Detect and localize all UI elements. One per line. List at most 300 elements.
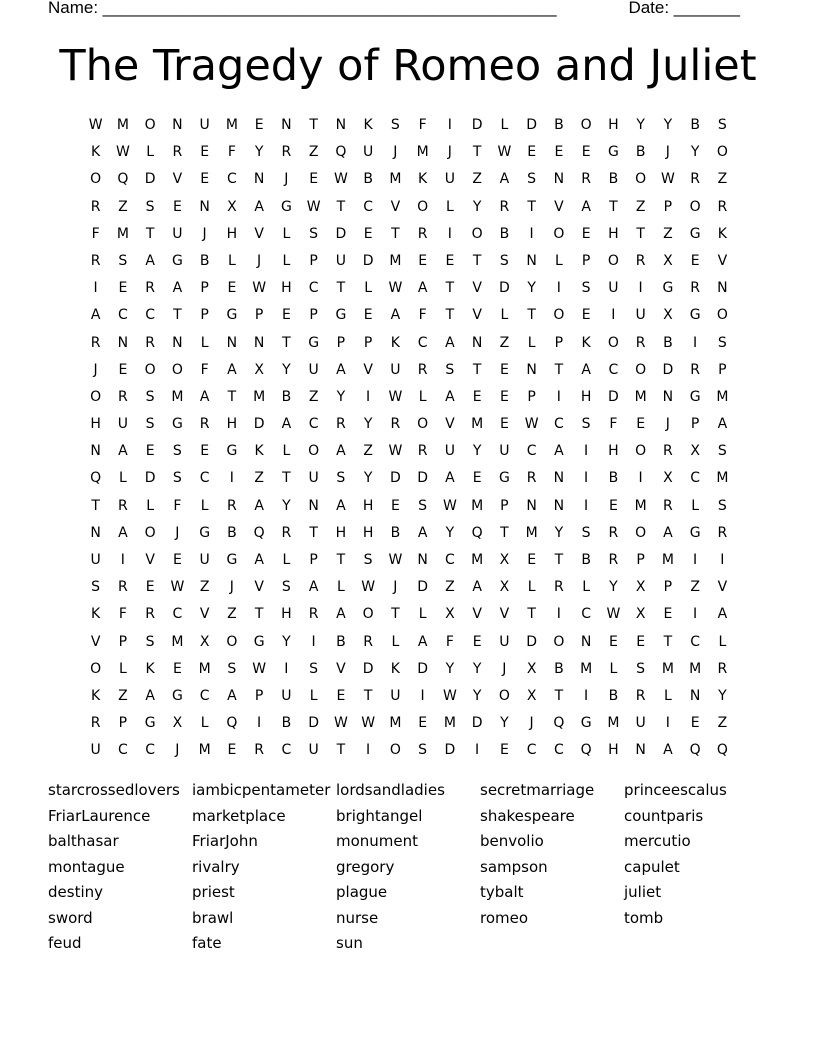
grid-letter[interactable]: U bbox=[308, 742, 319, 759]
grid-letter[interactable]: M bbox=[225, 117, 238, 133]
grid-letter[interactable]: P bbox=[690, 416, 700, 433]
grid-letter[interactable]: R bbox=[663, 497, 673, 514]
grid-letter[interactable]: E bbox=[663, 606, 673, 623]
grid-letter[interactable]: D bbox=[526, 117, 538, 133]
grid-letter[interactable]: G bbox=[144, 715, 156, 732]
grid-letter[interactable]: X bbox=[663, 252, 673, 269]
grid-letter[interactable]: S bbox=[717, 334, 727, 351]
grid-letter[interactable]: H bbox=[362, 524, 374, 541]
grid-letter[interactable]: R bbox=[608, 524, 619, 541]
grid-letter[interactable]: L bbox=[691, 497, 700, 514]
grid-letter[interactable]: T bbox=[282, 470, 291, 487]
grid-letter[interactable]: S bbox=[636, 660, 646, 677]
grid-letter[interactable]: M bbox=[689, 660, 702, 677]
grid-letter[interactable]: M bbox=[416, 144, 429, 161]
grid-letter[interactable]: Z bbox=[663, 225, 673, 242]
grid-letter[interactable]: W bbox=[333, 171, 348, 188]
grid-letter[interactable]: G bbox=[689, 524, 701, 541]
grid-letter[interactable]: R bbox=[90, 198, 101, 215]
grid-letter[interactable]: N bbox=[308, 497, 319, 514]
grid-letter[interactable]: A bbox=[554, 443, 564, 460]
grid-letter[interactable]: W bbox=[388, 443, 403, 460]
grid-letter[interactable]: Z bbox=[227, 606, 237, 623]
grid-letter[interactable]: Z bbox=[472, 171, 482, 188]
grid-letter[interactable]: D bbox=[389, 470, 401, 487]
grid-letter[interactable]: L bbox=[418, 388, 427, 405]
grid-letter[interactable]: S bbox=[581, 524, 591, 541]
grid-letter[interactable]: L bbox=[391, 633, 400, 650]
grid-letter[interactable]: I bbox=[475, 742, 480, 759]
grid-letter[interactable]: P bbox=[309, 307, 318, 324]
grid-letter[interactable]: I bbox=[584, 443, 589, 460]
grid-letter[interactable]: M bbox=[716, 470, 729, 487]
grid-letter[interactable]: K bbox=[91, 144, 101, 161]
grid-letter[interactable]: D bbox=[607, 388, 619, 405]
grid-letter[interactable]: Y bbox=[472, 198, 482, 215]
grid-letter[interactable]: V bbox=[199, 606, 210, 623]
grid-letter[interactable]: R bbox=[663, 443, 673, 460]
grid-letter[interactable]: E bbox=[690, 715, 700, 732]
grid-letter[interactable]: M bbox=[525, 524, 538, 541]
grid-letter[interactable]: C bbox=[444, 552, 455, 568]
grid-letter[interactable]: J bbox=[284, 171, 289, 188]
grid-letter[interactable]: O bbox=[417, 198, 429, 215]
grid-letter[interactable]: U bbox=[308, 470, 319, 487]
grid-letter[interactable]: A bbox=[417, 633, 428, 650]
grid-letter[interactable]: M bbox=[253, 388, 266, 405]
grid-letter[interactable]: E bbox=[363, 307, 373, 324]
grid-letter[interactable]: D bbox=[417, 660, 429, 677]
grid-letter[interactable]: L bbox=[527, 334, 536, 351]
grid-letter[interactable]: I bbox=[693, 334, 698, 351]
grid-letter[interactable]: N bbox=[635, 742, 646, 759]
grid-letter[interactable]: C bbox=[199, 687, 210, 704]
grid-letter[interactable]: J bbox=[175, 742, 180, 759]
grid-letter[interactable]: E bbox=[200, 144, 210, 161]
grid-letter[interactable]: U bbox=[499, 443, 510, 460]
grid-letter[interactable]: P bbox=[309, 552, 318, 568]
grid-letter[interactable]: F bbox=[445, 633, 454, 650]
grid-letter[interactable]: L bbox=[146, 144, 155, 161]
grid-letter[interactable]: O bbox=[553, 225, 565, 242]
grid-letter[interactable]: Y bbox=[336, 388, 346, 405]
grid-letter[interactable]: E bbox=[527, 144, 537, 161]
grid-letter[interactable]: P bbox=[118, 633, 128, 650]
grid-letter[interactable]: T bbox=[527, 198, 536, 215]
grid-letter[interactable]: S bbox=[717, 443, 727, 460]
grid-letter[interactable]: E bbox=[281, 307, 291, 324]
grid-letter[interactable]: T bbox=[309, 117, 318, 133]
grid-letter[interactable]: T bbox=[391, 606, 400, 623]
grid-letter[interactable]: N bbox=[117, 334, 129, 351]
grid-letter[interactable]: W bbox=[170, 579, 185, 596]
grid-letter[interactable]: E bbox=[390, 497, 400, 514]
grid-letter[interactable]: Z bbox=[445, 579, 455, 596]
grid-letter[interactable]: R bbox=[172, 144, 183, 161]
grid-letter[interactable]: G bbox=[226, 443, 238, 460]
grid-letter[interactable]: N bbox=[471, 334, 483, 351]
grid-letter[interactable]: V bbox=[145, 552, 155, 568]
grid-letter[interactable]: J bbox=[502, 660, 507, 677]
grid-letter[interactable]: R bbox=[145, 606, 155, 623]
grid-letter[interactable]: O bbox=[90, 171, 102, 188]
grid-letter[interactable]: X bbox=[227, 198, 237, 215]
grid-letter[interactable]: Z bbox=[499, 334, 510, 351]
grid-letter[interactable]: V bbox=[717, 252, 728, 269]
grid-letter[interactable]: R bbox=[390, 416, 401, 433]
grid-letter[interactable]: L bbox=[227, 252, 236, 269]
grid-letter[interactable]: B bbox=[608, 470, 619, 487]
grid-letter[interactable]: G bbox=[607, 144, 619, 161]
grid-letter[interactable]: P bbox=[254, 687, 264, 704]
grid-letter[interactable]: J bbox=[665, 416, 670, 433]
grid-letter[interactable]: A bbox=[663, 742, 673, 759]
grid-letter[interactable]: U bbox=[90, 742, 101, 759]
grid-letter[interactable]: X bbox=[635, 579, 646, 596]
grid-letter[interactable]: U bbox=[172, 225, 183, 242]
grid-letter[interactable]: S bbox=[172, 470, 182, 487]
grid-letter[interactable]: O bbox=[171, 361, 183, 378]
grid-letter[interactable]: L bbox=[282, 252, 291, 269]
grid-letter[interactable]: A bbox=[445, 334, 455, 351]
grid-letter[interactable]: K bbox=[717, 225, 727, 242]
grid-letter[interactable]: G bbox=[689, 307, 701, 324]
grid-letter[interactable]: E bbox=[445, 252, 455, 269]
grid-letter[interactable]: L bbox=[582, 579, 591, 596]
grid-letter[interactable]: D bbox=[144, 470, 156, 487]
grid-letter[interactable]: B bbox=[608, 687, 619, 704]
grid-letter[interactable]: I bbox=[720, 552, 725, 568]
grid-letter[interactable]: T bbox=[527, 606, 536, 623]
grid-letter[interactable]: T bbox=[609, 198, 618, 215]
grid-letter[interactable]: M bbox=[607, 715, 620, 732]
grid-letter[interactable]: O bbox=[635, 361, 647, 378]
grid-letter[interactable]: S bbox=[445, 361, 455, 378]
date-field[interactable]: Date: _______ bbox=[628, 0, 740, 17]
grid-letter[interactable]: I bbox=[447, 117, 452, 133]
grid-letter[interactable]: T bbox=[500, 524, 509, 541]
grid-letter[interactable]: J bbox=[229, 579, 234, 596]
grid-letter[interactable]: N bbox=[417, 552, 428, 568]
grid-letter[interactable]: V bbox=[472, 606, 482, 623]
grid-letter[interactable]: O bbox=[308, 443, 320, 460]
grid-letter[interactable]: R bbox=[635, 252, 646, 269]
grid-letter[interactable]: P bbox=[336, 334, 346, 351]
grid-letter[interactable]: Z bbox=[308, 388, 319, 405]
grid-letter[interactable]: B bbox=[227, 524, 237, 541]
grid-letter[interactable]: T bbox=[554, 687, 564, 704]
grid-letter[interactable]: B bbox=[363, 171, 373, 188]
grid-letter[interactable]: U bbox=[199, 117, 210, 133]
grid-letter[interactable]: E bbox=[636, 633, 646, 650]
grid-letter[interactable]: M bbox=[171, 633, 184, 650]
grid-letter[interactable]: R bbox=[417, 443, 428, 460]
grid-letter[interactable]: M bbox=[198, 660, 211, 677]
grid-letter[interactable]: A bbox=[336, 443, 346, 460]
grid-letter[interactable]: S bbox=[717, 117, 727, 133]
grid-letter[interactable]: W bbox=[115, 144, 130, 161]
grid-letter[interactable]: Y bbox=[609, 579, 618, 596]
grid-letter[interactable]: N bbox=[253, 334, 265, 351]
grid-letter[interactable]: O bbox=[635, 524, 647, 541]
grid-letter[interactable]: E bbox=[145, 579, 155, 596]
grid-letter[interactable]: S bbox=[581, 280, 591, 297]
grid-letter[interactable]: E bbox=[145, 443, 155, 460]
grid-letter[interactable]: A bbox=[172, 280, 183, 297]
grid-letter[interactable]: D bbox=[526, 633, 538, 650]
grid-letter[interactable]: Z bbox=[690, 579, 700, 596]
grid-letter[interactable]: N bbox=[335, 117, 347, 133]
grid-letter[interactable]: A bbox=[717, 416, 728, 433]
grid-letter[interactable]: I bbox=[93, 280, 98, 297]
grid-letter[interactable]: O bbox=[635, 443, 647, 460]
grid-letter[interactable]: C bbox=[281, 742, 292, 759]
grid-letter[interactable]: Z bbox=[308, 144, 319, 161]
grid-letter[interactable]: V bbox=[717, 579, 728, 596]
grid-letter[interactable]: Z bbox=[363, 443, 373, 460]
grid-letter[interactable]: F bbox=[227, 144, 236, 161]
grid-letter[interactable]: F bbox=[91, 225, 100, 242]
grid-letter[interactable]: C bbox=[526, 443, 537, 460]
grid-letter[interactable]: L bbox=[500, 307, 509, 324]
grid-letter[interactable]: Y bbox=[282, 361, 291, 378]
grid-letter[interactable]: P bbox=[636, 552, 645, 568]
grid-letter[interactable]: R bbox=[145, 334, 155, 351]
grid-letter[interactable]: L bbox=[282, 443, 291, 460]
grid-letter[interactable]: K bbox=[363, 117, 373, 133]
grid-letter[interactable]: G bbox=[689, 388, 701, 405]
grid-letter[interactable]: A bbox=[499, 171, 510, 188]
grid-letter[interactable]: V bbox=[336, 660, 346, 677]
grid-letter[interactable]: U bbox=[90, 552, 101, 568]
grid-letter[interactable]: M bbox=[661, 552, 674, 568]
grid-letter[interactable]: M bbox=[116, 117, 129, 133]
grid-letter[interactable]: R bbox=[417, 225, 428, 242]
grid-letter[interactable]: N bbox=[526, 361, 537, 378]
grid-letter[interactable]: R bbox=[254, 742, 264, 759]
grid-letter[interactable]: I bbox=[693, 552, 698, 568]
grid-letter[interactable]: X bbox=[526, 687, 537, 704]
grid-letter[interactable]: E bbox=[172, 198, 182, 215]
grid-letter[interactable]: T bbox=[527, 307, 536, 324]
grid-letter[interactable]: A bbox=[199, 388, 210, 405]
grid-letter[interactable]: T bbox=[363, 687, 373, 704]
grid-letter[interactable]: G bbox=[689, 225, 701, 242]
grid-letter[interactable]: R bbox=[145, 280, 155, 297]
grid-letter[interactable]: W bbox=[388, 280, 403, 297]
grid-letter[interactable]: M bbox=[389, 171, 402, 188]
grid-letter[interactable]: R bbox=[336, 416, 346, 433]
grid-letter[interactable]: J bbox=[175, 524, 180, 541]
grid-letter[interactable]: T bbox=[282, 334, 291, 351]
grid-letter[interactable]: I bbox=[120, 552, 125, 568]
grid-letter[interactable]: J bbox=[447, 144, 452, 161]
grid-letter[interactable]: E bbox=[309, 171, 319, 188]
grid-letter[interactable]: P bbox=[554, 334, 564, 351]
grid-letter[interactable]: C bbox=[553, 742, 564, 759]
grid-letter[interactable]: P bbox=[118, 715, 128, 732]
grid-letter[interactable]: B bbox=[336, 633, 346, 650]
grid-letter[interactable]: R bbox=[90, 715, 101, 732]
grid-letter[interactable]: P bbox=[309, 252, 318, 269]
grid-letter[interactable]: O bbox=[417, 416, 429, 433]
grid-letter[interactable]: D bbox=[417, 579, 429, 596]
grid-letter[interactable]: M bbox=[471, 416, 484, 433]
grid-letter[interactable]: A bbox=[254, 198, 264, 215]
grid-letter[interactable]: G bbox=[226, 552, 238, 568]
grid-letter[interactable]: X bbox=[635, 606, 646, 623]
grid-letter[interactable]: M bbox=[198, 742, 211, 759]
grid-letter[interactable]: E bbox=[499, 416, 509, 433]
grid-letter[interactable]: E bbox=[472, 470, 482, 487]
grid-letter[interactable]: J bbox=[93, 361, 98, 378]
grid-letter[interactable]: G bbox=[226, 307, 238, 324]
grid-letter[interactable]: V bbox=[554, 198, 564, 215]
grid-letter[interactable]: Y bbox=[500, 715, 509, 732]
grid-letter[interactable]: X bbox=[499, 579, 510, 596]
grid-letter[interactable]: S bbox=[145, 633, 155, 650]
grid-letter[interactable]: L bbox=[527, 579, 536, 596]
grid-letter[interactable]: R bbox=[281, 144, 292, 161]
grid-letter[interactable]: L bbox=[364, 280, 373, 297]
grid-letter[interactable]: G bbox=[662, 280, 674, 297]
grid-letter[interactable]: G bbox=[308, 334, 320, 351]
grid-letter[interactable]: Y bbox=[282, 497, 291, 514]
grid-letter[interactable]: C bbox=[226, 171, 237, 188]
grid-letter[interactable]: M bbox=[661, 660, 674, 677]
grid-letter[interactable]: T bbox=[254, 606, 264, 623]
grid-letter[interactable]: V bbox=[472, 307, 482, 324]
grid-letter[interactable]: Y bbox=[527, 280, 536, 297]
grid-letter[interactable]: S bbox=[145, 416, 155, 433]
grid-letter[interactable]: I bbox=[284, 660, 289, 677]
grid-letter[interactable]: E bbox=[608, 497, 618, 514]
grid-letter[interactable]: A bbox=[445, 388, 455, 405]
grid-letter[interactable]: T bbox=[472, 361, 482, 378]
grid-letter[interactable]: A bbox=[417, 280, 428, 297]
grid-letter[interactable]: V bbox=[254, 579, 264, 596]
grid-letter[interactable]: O bbox=[716, 307, 728, 324]
grid-letter[interactable]: X bbox=[172, 715, 183, 732]
grid-letter[interactable]: T bbox=[636, 225, 645, 242]
grid-letter[interactable]: L bbox=[118, 660, 127, 677]
grid-letter[interactable]: F bbox=[173, 497, 182, 514]
grid-letter[interactable]: P bbox=[200, 307, 209, 324]
grid-letter[interactable]: L bbox=[118, 470, 127, 487]
grid-letter[interactable]: W bbox=[252, 660, 267, 677]
grid-letter[interactable]: U bbox=[117, 416, 128, 433]
grid-letter[interactable]: C bbox=[145, 742, 156, 759]
grid-letter[interactable]: Q bbox=[689, 742, 701, 759]
grid-letter[interactable]: T bbox=[336, 198, 346, 215]
grid-letter[interactable]: L bbox=[146, 497, 155, 514]
grid-letter[interactable]: Y bbox=[363, 470, 373, 487]
grid-letter[interactable]: M bbox=[716, 388, 729, 405]
grid-letter[interactable]: B bbox=[199, 252, 210, 269]
grid-letter[interactable]: N bbox=[553, 497, 565, 514]
grid-letter[interactable]: L bbox=[609, 660, 618, 677]
grid-letter[interactable]: X bbox=[526, 660, 537, 677]
grid-letter[interactable]: W bbox=[88, 117, 103, 133]
grid-letter[interactable]: A bbox=[227, 687, 237, 704]
grid-letter[interactable]: I bbox=[257, 715, 262, 732]
grid-letter[interactable]: O bbox=[362, 606, 374, 623]
grid-letter[interactable]: A bbox=[227, 361, 237, 378]
grid-letter[interactable]: U bbox=[444, 443, 455, 460]
grid-letter[interactable]: N bbox=[662, 388, 674, 405]
grid-letter[interactable]: R bbox=[90, 334, 101, 351]
grid-letter[interactable]: T bbox=[391, 225, 400, 242]
grid-letter[interactable]: V bbox=[390, 198, 401, 215]
grid-letter[interactable]: B bbox=[499, 225, 510, 242]
grid-letter[interactable]: N bbox=[717, 280, 728, 297]
grid-letter[interactable]: S bbox=[172, 443, 182, 460]
grid-letter[interactable]: M bbox=[443, 715, 456, 732]
grid-letter[interactable]: E bbox=[554, 144, 564, 161]
grid-letter[interactable]: W bbox=[660, 171, 675, 188]
grid-letter[interactable]: W bbox=[361, 579, 376, 596]
grid-letter[interactable]: N bbox=[172, 117, 183, 133]
grid-letter[interactable]: T bbox=[445, 307, 455, 324]
grid-letter[interactable]: W bbox=[361, 715, 376, 732]
grid-letter[interactable]: W bbox=[252, 280, 267, 297]
grid-letter[interactable]: A bbox=[336, 606, 346, 623]
grid-letter[interactable]: Q bbox=[553, 715, 565, 732]
grid-letter[interactable]: N bbox=[281, 117, 292, 133]
grid-letter[interactable]: N bbox=[526, 252, 537, 269]
grid-letter[interactable]: R bbox=[690, 280, 700, 297]
grid-letter[interactable]: O bbox=[144, 117, 156, 133]
grid-letter[interactable]: K bbox=[418, 171, 428, 188]
grid-letter[interactable]: Y bbox=[445, 660, 455, 677]
grid-letter[interactable]: B bbox=[663, 334, 673, 351]
grid-letter[interactable]: I bbox=[638, 280, 643, 297]
grid-letter[interactable]: T bbox=[445, 280, 455, 297]
grid-letter[interactable]: P bbox=[663, 198, 673, 215]
grid-letter[interactable]: H bbox=[608, 117, 619, 133]
grid-letter[interactable]: Y bbox=[718, 687, 727, 704]
grid-letter[interactable]: X bbox=[690, 443, 700, 460]
grid-letter[interactable]: B bbox=[581, 552, 591, 568]
grid-letter[interactable]: K bbox=[390, 660, 400, 677]
grid-letter[interactable]: U bbox=[281, 687, 292, 704]
grid-letter[interactable]: R bbox=[199, 416, 210, 433]
grid-letter[interactable]: S bbox=[418, 742, 428, 759]
grid-letter[interactable]: A bbox=[145, 687, 155, 704]
grid-letter[interactable]: H bbox=[281, 280, 292, 297]
grid-letter[interactable]: F bbox=[418, 307, 427, 324]
grid-letter[interactable]: R bbox=[308, 606, 319, 623]
grid-letter[interactable]: G bbox=[280, 198, 292, 215]
grid-letter[interactable]: T bbox=[309, 524, 318, 541]
grid-letter[interactable]: A bbox=[336, 497, 346, 514]
grid-letter[interactable]: B bbox=[690, 117, 700, 133]
grid-letter[interactable]: N bbox=[90, 524, 101, 541]
grid-letter[interactable]: W bbox=[442, 497, 457, 514]
grid-letter[interactable]: N bbox=[199, 198, 210, 215]
grid-letter[interactable]: U bbox=[390, 361, 401, 378]
grid-letter[interactable]: G bbox=[171, 252, 183, 269]
grid-letter[interactable]: Z bbox=[118, 687, 128, 704]
grid-letter[interactable]: L bbox=[282, 552, 291, 568]
grid-letter[interactable]: N bbox=[580, 633, 592, 650]
grid-letter[interactable]: R bbox=[526, 470, 537, 487]
grid-letter[interactable]: Q bbox=[253, 524, 265, 541]
grid-letter[interactable]: P bbox=[527, 388, 536, 405]
grid-letter[interactable]: G bbox=[171, 416, 183, 433]
grid-letter[interactable]: I bbox=[584, 687, 589, 704]
grid-letter[interactable]: N bbox=[689, 687, 701, 704]
